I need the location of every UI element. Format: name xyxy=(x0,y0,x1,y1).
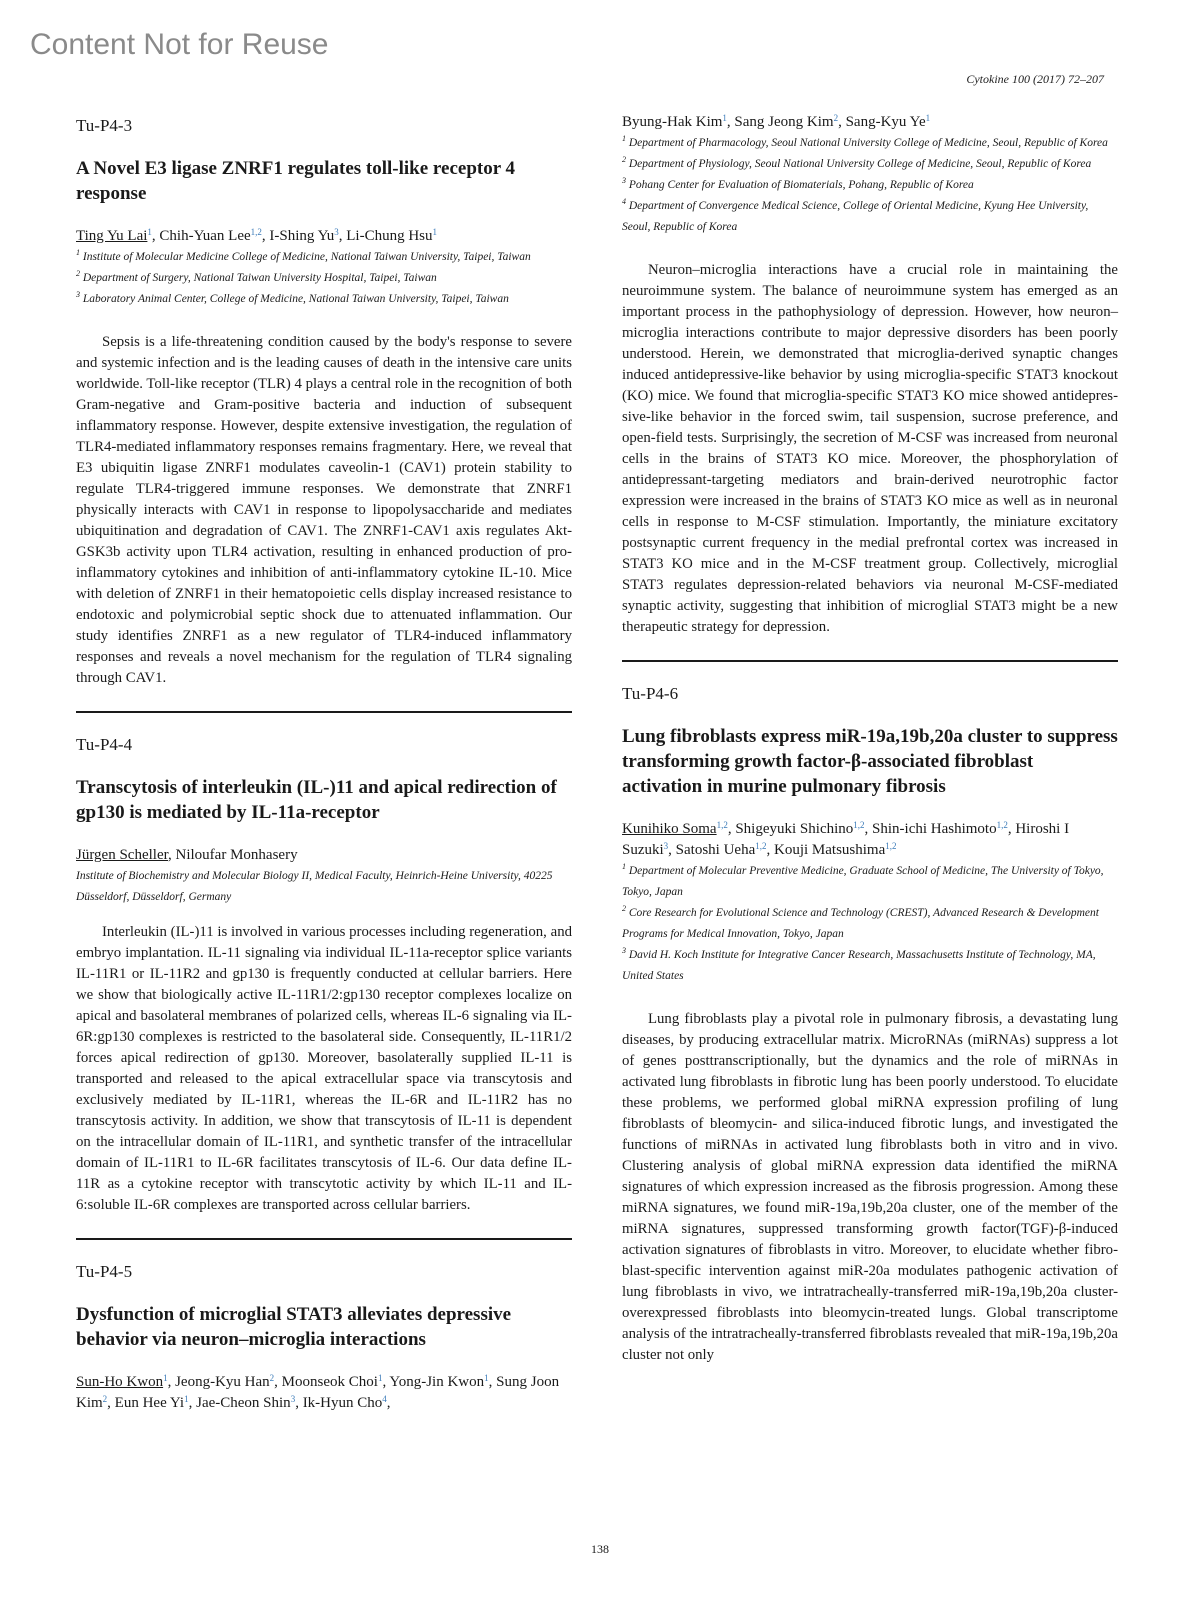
affiliation: $^1$ Department of Molecular Preventive Medicine, Graduate School of Medicine, The University of Tokyo, Tokyo, Japan xyxy=(622,862,1104,898)
author-name: Sun-Ho Kwon xyxy=(76,1374,164,1390)
section-divider xyxy=(76,1238,572,1240)
abstract-title: Dysfunction of microglial STAT3 alleviates depressive behavior via neuron–microglia interactions xyxy=(76,1304,512,1350)
affiliation: $^1$ Department of Pharmacology, Seoul National University College of Medicine, Seoul, Republic of Korea xyxy=(622,134,1108,149)
author-name: Byung-Hak Kim xyxy=(622,114,723,130)
author-affiliation-marker: 3 xyxy=(334,227,339,237)
abstract-title: Lung fibroblasts express miR-19a,19b,20a cluster to suppress transforming growth factor-β-associated fibroblast activation in murine pulmonary fibrosis xyxy=(622,726,1118,797)
abstract-tu-p4-5-continued xyxy=(622,112,1118,638)
author-list: Ting Yu Lai$^1$, Chih-Yuan Lee$^{1,2}$, I-Shing Yu$^3$, Li-Chung Hsu$^1$ xyxy=(76,227,438,244)
author-name: Ting Yu Lai xyxy=(76,228,148,244)
author-name: Ik-Hyun Cho xyxy=(302,1395,383,1411)
watermark: Content Not for Reuse xyxy=(30,28,329,61)
page-number: 138 xyxy=(591,1542,609,1556)
author-list: Byung-Hak Kim$^1$, Sang Jeong Kim$^2$, Sang-Kyu Ye$^1$ xyxy=(622,113,931,130)
author-name: Niloufar Monhasery xyxy=(175,847,298,863)
author-list: Jürgen Scheller, Niloufar Monhasery xyxy=(76,847,298,863)
author-name: Sang-Kyu Ye xyxy=(845,114,926,130)
affiliation-list xyxy=(76,247,572,310)
abstract-code: Tu-P4-3 xyxy=(76,116,133,135)
author-name: Kouji Matsushima xyxy=(774,842,886,858)
author-affiliation-marker: 1 xyxy=(432,227,438,237)
author-name: Jae-Cheon Shin xyxy=(196,1395,291,1411)
right-column xyxy=(622,112,1118,1366)
author-name: Yong-Jin Kwon xyxy=(389,1374,485,1390)
author-name: Jürgen Scheller xyxy=(76,847,169,863)
abstract-code: Tu-P4-6 xyxy=(622,684,679,703)
affiliation-list xyxy=(622,133,1118,238)
abstract-title: Transcytosis of interleukin (IL-)11 and apical redirection of gp130 is mediated by IL-11a-receptor xyxy=(76,777,557,823)
author-name: Shin-ichi Hashimoto xyxy=(872,821,997,837)
author-name: Moonseok Choi xyxy=(281,1374,378,1390)
author-name: Jeong-Kyu Han xyxy=(175,1374,270,1390)
author-name: Eun Hee Yi xyxy=(114,1395,185,1411)
author-name: Chih-Yuan Lee xyxy=(159,228,251,244)
journal-reference: Cytokine 100 (2017) 72–207 xyxy=(966,72,1104,86)
left-column xyxy=(76,112,572,1414)
affiliation: $^3$ David H. Koch Institute for Integrative Cancer Research, Massachusetts Institute of Technology, MA, United States xyxy=(622,946,1096,982)
abstract-body: Sepsis is a life-threatening condition caused by the body's response to severe and systemic infection and is the leading causes of death in the intensive care units worldwide. Toll-like receptor (TLR) 4 plays a central role in the recognition of both Gram-negative and Gram-positive bacteria and induction of subsequent inflammatory response. However, despite extensive investigation, the regulation of TLR4-mediated inflammatory responses remains fragmentary. Here, we reveal that E3 ubiquitin ligase ZNRF1 modulates caveolin-1 (CAV1) protein stability to regulate TLR4-triggered immune responses. We demonstrate that ZNRF1 physically interacts with CAV1 in response to lipopolysaccharide and mediates ubiquitination and degradation of CAV1. The ZNRF1-CAV1 axis regulates Akt-GSK3b activity upon TLR4 activation, resulting in enhanced production of pro-inflammatory cytokines and inhibition of anti-inflammatory cytokine IL-10. Mice with deletion of ZNRF1 in their hematopoietic cells display increased resistance to endotoxic and polymicrobial septic shock due to attenuated inflammation. Our study identifies ZNRF1 as a new regulator of TLR4-induced inflammatory responses and reveals a novel mechanism for the regulation of TLR4 signaling through CAV1. xyxy=(76,334,572,686)
affiliation-list xyxy=(622,861,1118,987)
abstract-tu-p4-4 xyxy=(76,735,572,1216)
abstract-code: Tu-P4-4 xyxy=(76,735,133,754)
affiliation: $^2$ Department of Surgery, National Taiwan University Hospital, Taipei, Taiwan xyxy=(76,269,437,284)
abstract-body: Interleukin (IL-)11 is involved in various processes including regeneration, and embryo implantation. IL-11 signaling via individual IL-11a-receptor splice variants IL-11R1 or IL-11R2 and gp130 is frequently conducted at cellular barriers. Here we show that biologically active IL-11R1/2:gp130 receptor complexes localize on apical and basolateral membranes of polarized cells, whereas IL-6 signaling via IL-6R:gp130 complexes is restricted to the basolateral side. Consequently, IL-11R1/2 forces apical redirection of gp130. Moreover, basolaterally supplied IL-11 is transported and released to the apical extracellular space via transcytosis and exclusively mediated by IL-11R1, whereas the IL-6R and IL-11R2 has no transcytosis activity. In addition, we show that transcytosis of IL-11 is dependent on the intracellular domain of IL-11R1, and synthetic transfer of the intracellular domain of IL-11R1 to IL-6R facilitates transcytosis of IL-6. Our data define IL-11R as a cytokine receptor with transcytotic activity by which IL-11 and IL-6:soluble IL-6R complexes are transported across cellular barriers. xyxy=(76,924,572,1213)
author-name: Sung Joon Kim xyxy=(76,1374,560,1411)
affiliation: $^4$ Department of Convergence Medical Science, College of Oriental Medicine, Kyung Hee University, Seoul, Republic of Korea xyxy=(622,197,1089,233)
affiliation: $^3$ Laboratory Animal Center, College of Medicine, National Taiwan University, Taipei, Taiwan xyxy=(76,290,509,305)
author-affiliation-marker: 1,2 xyxy=(250,227,262,237)
author-name: Kunihiko Soma xyxy=(622,821,717,837)
affiliation: $^3$ Pohang Center for Evaluation of Biomaterials, Pohang, Republic of Korea xyxy=(622,176,974,191)
affiliation: $^2$ Department of Physiology, Seoul National University College of Medicine, Seoul, Republic of Korea xyxy=(622,155,1092,170)
section-divider xyxy=(76,711,572,713)
author-name: I-Shing Yu xyxy=(269,228,335,244)
abstract-body: Neuron–microglia interactions have a crucial role in maintaining the neuroimmune system. The balance of neuroimmune system has emerged as an important process in the pathophysiology of depression. However, how neuron–microglia interactions contribute to major depressive disorders has been poorly understood. Herein, we demonstrated that microglia-derived synaptic changes induced antidepressive-like behavior by using microglia-specific STAT3 knockout (KO) mice. We found that microglia-specific STAT3 KO mice showed antidepressive-like behavior in the forced swim, tail suspension, sucrose preference, and open-field tests. Surprisingly, the secretion of M-CSF was increased from neuronal cells in the brains of STAT3 KO mice. Moreover, the phosphorylation of antidepressant-targeting mediators and brain-derived neurotrophic factor expression were increased in the brains of STAT3 KO mice as well as in neuronal cells in response to M-CSF stimulation. Importantly, the miniature excitatory postsynaptic current frequency in the medial prefrontal cortex was increased in STAT3 KO mice and in the M-CSF treatment group. Collectively, microglial STAT3 regulates depression-related behaviors via neuronal M-CSF-mediated synaptic activity, suggesting that inhibition of microglial STAT3 might be a new therapeutic strategy for depression. xyxy=(622,262,1118,635)
affiliation-list xyxy=(76,866,572,908)
abstract-tu-p4-6 xyxy=(622,684,1118,1366)
abstract-body: Lung fibroblasts play a pivotal role in pulmonary fibrosis, a devastating lung diseases, by producing extracellular matrix. MicroRNAs (miRNAs) suppress a lot of genes posttranscriptionally, but the dynamics and the role of miRNAs in activated lung fibroblasts in fibrotic lung has been poorly understood. To elucidate these problems, we performed global miRNA expression profiling of lung fibroblasts of bleomycin- and silica-induced fibrotic lungs, and investigated the functions of miRNAs in activated lung fibroblasts both in vitro and in vivo. Clustering analysis of global miRNA expression data identified the miRNA signatures of which expression increased as the fibrosis progression. Among these miRNA signatures, we found miR-19a,19b,20a cluster, one of the member of the miRNA signatures, suppressed transforming growth factor(TGF)-β-induced activation signatures of fibroblasts in vitro. Moreover, to elucidate whether fibroblast-specific intervention against miR-20a modulates pathogenic activation of lung fibroblasts in vivo, we intratracheally-transferred miR-19a,19b,20a cluster-overexpressed fibroblasts into bleomycin-treated lungs. Global transcriptome analysis of the intratracheally-transferred fibroblasts revealed that miR-19a,19b,20a cluster not only xyxy=(622,1011,1118,1363)
abstract-title: A Novel E3 ligase ZNRF1 regulates toll-like receptor 4 response xyxy=(76,158,516,204)
abstract-tu-p4-5 xyxy=(76,1262,572,1414)
abstract-tu-p4-3 xyxy=(76,116,572,689)
author-affiliation-marker: 1 xyxy=(147,227,152,237)
affiliation: Institute of Biochemistry and Molecular Biology II, Medical Faculty, Heinrich-Heine University, 40225 Düsseldorf, Düsseldorf, Germany xyxy=(76,870,553,903)
author-name: Li-Chung Hsu xyxy=(346,228,433,244)
abstract-code: Tu-P4-5 xyxy=(76,1262,133,1281)
author-name: Satoshi Ueha xyxy=(675,842,756,858)
author-name: Hiroshi I Suzuki xyxy=(622,821,1070,858)
author-list: Sun-Ho Kwon$^1$, Jeong-Kyu Han$^2$, Moonseok Choi$^1$, Yong-Jin Kwon$^1$, Sung Joon Kim$^2$, Eun Hee Yi$^1$, Jae-Cheon Shin$^3$, Ik-Hyun Cho$^4$, xyxy=(76,1373,560,1411)
affiliation: $^2$ Core Research for Evolutional Science and Technology (CREST), Advanced Research & Development Programs for Medical Innovation, Tokyo, Japan xyxy=(622,904,1099,940)
author-name: Sang Jeong Kim xyxy=(734,114,834,130)
affiliation: $^1$ Institute of Molecular Medicine College of Medicine, National Taiwan University, Taipei, Taiwan xyxy=(76,248,531,263)
author-list: Kunihiko Soma$^{1,2}$, Shigeyuki Shichino$^{1,2}$, Shin-ichi Hashimoto$^{1,2}$, Hiroshi I Suzuki$^3$, Satoshi Ueha$^{1,2}$, Kouji Matsushima$^{1,2}$ xyxy=(622,820,1070,858)
section-divider xyxy=(622,660,1118,662)
author-name: Shigeyuki Shichino xyxy=(735,821,854,837)
